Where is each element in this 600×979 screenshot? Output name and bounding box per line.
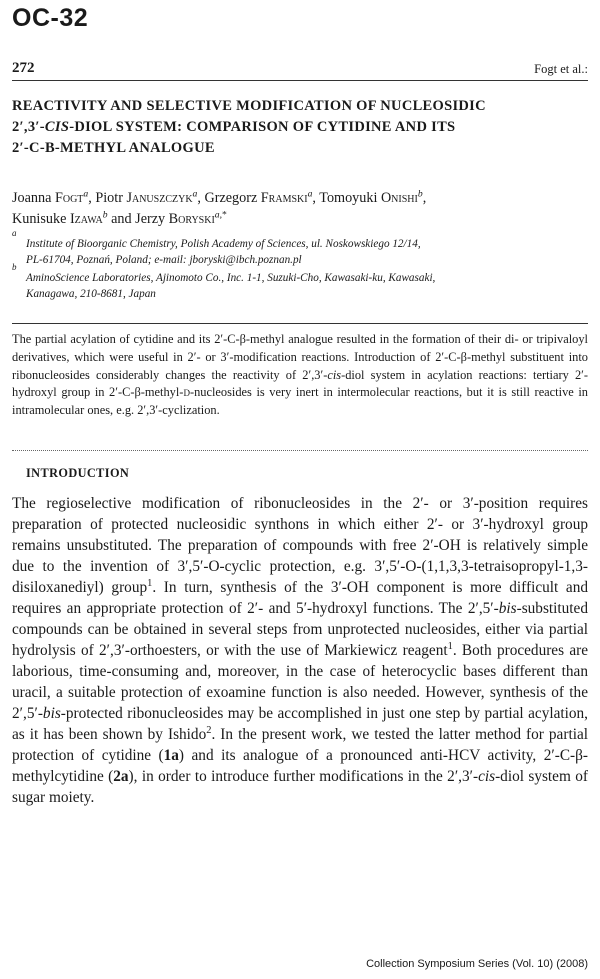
abstract: The partial acylation of cytidine and its 2′-C-β-methyl analogue resulted in the formation of their di- or tripivaloyl derivatives, which were useful in 2′- or 3′-modification reactions. Introduction of 2′-C-β-methyl substituent into ribonucleosides considerably changes the reactivity of 2′,3′-cis-diol system in acylation reactions: tertiary 2′-hydroxyl group in 2′-C-β-methyl-d-nucleosides is very inert in intermolecular reactions, but it is still reactive in intramolecular ones, e.g. 2′,3′-cyclization. <box>12 332 588 418</box>
author-list: Joanna Fogt$^a$, Piotr Januszczyk$^a$, Grzegorz Framski$^a$, Tomoyuki Onishi$^b$, Kunisuke Izawa$^b$ and Jerzy Boryski$^{a,*}$ <box>12 188 427 227</box>
compound-ref: 2a <box>113 768 129 785</box>
compound-ref: 1a <box>163 747 179 764</box>
author: Jerzy Boryski$^{a,*}$ <box>135 209 227 227</box>
section-divider <box>12 450 588 451</box>
affiliation: b AminoScience Laboratories, Ajinomoto Co., Inc. 1-1, Suzuki-Cho, Kawasaki-ku, Kawasaki, Kanagawa, 210-8681, Japan <box>12 262 436 300</box>
author: Tomoyuki Onishi$^b$ <box>319 188 423 206</box>
citation: 2 <box>206 724 212 736</box>
title-part: CIS <box>44 119 70 135</box>
page-number: 272 <box>12 60 35 76</box>
author: Grzegorz Framski$^a$ <box>204 188 313 206</box>
header-divider <box>12 80 588 81</box>
title-part: REACTIVITY AND SELECTIVE MODIFICATION OF NUCLEOSIDIC <box>12 98 486 114</box>
citation: 1 <box>147 577 153 589</box>
author: Kunisuke Izawa$^b$ <box>12 209 108 227</box>
paper-title <box>12 96 572 159</box>
running-head: Fogt et al.: <box>534 62 588 76</box>
title-part: -DIOL SYSTEM: COMPARISON OF CYTIDINE AND ITS <box>69 119 456 135</box>
title-part: 2′-C-Β-METHYL ANALOGUE <box>12 140 215 156</box>
introduction-paragraph: The regioselective modification of ribonucleosides in the 2′- or 3′-position requires preparation of protected nucleosidic synthons in which either 2′- or 3′-hydroxyl group remains unsubstituted. The preparation of compounds with free 2′-OH is relatively simple due to the invention of 3′,5′-O-cyclic protection, e.g. 3′,5′-O-(1,1,3,3-tetraisopropyl-1,3-disiloxanediyl) group$^1$. In turn, synthesis of the 3′-OH component is more difficult and requires an appropriate protection of 2′- and 5′-hydroxyl functions. The 2′,5′-bis-substituted compounds can be obtained in several steps from unprotected nucleosides, either via partial hydrolysis of 2′,3′-orthoesters, or with the use of Markiewicz reagent$^1$. Both procedures are laborious, time-consuming and, moreover, in the case of heterocyclic bases different than uracil, a suitable protection of exoamine function is also needed. However, synthesis of the 2′,5′-bis-protected ribonucleosides may be accomplished in just one step by partial acylation, as it has been shown by Ishido$^2$. In the present work, we tested the latter method for partial protection of cytidine (1a) and its analogue of a pronounced anti-HCV activity, 2′-C-β-methylcytidine (2a), in order to introduce further modifications in the 2′,3′-cis-diol system of sugar moiety. <box>12 495 589 806</box>
journal-footer: Collection Symposium Series (Vol. 10) (2008) <box>366 958 588 970</box>
citation: 1 <box>447 640 453 652</box>
abstract-divider <box>12 323 588 324</box>
affiliation: a Institute of Bioorganic Chemistry, Polish Academy of Sciences, ul. Noskowskiego 12/14, PL-61704, Poznań, Poland; e-mail: jboryski@ibch.poznan.pl <box>12 228 421 266</box>
title-part: 2′,3′- <box>12 119 45 135</box>
author: Piotr Januszczyk$^a$ <box>95 188 198 206</box>
author: Joanna Fogt$^a$ <box>12 188 89 206</box>
page-code: OC-32 <box>12 4 89 32</box>
section-heading: INTRODUCTION <box>26 466 130 480</box>
